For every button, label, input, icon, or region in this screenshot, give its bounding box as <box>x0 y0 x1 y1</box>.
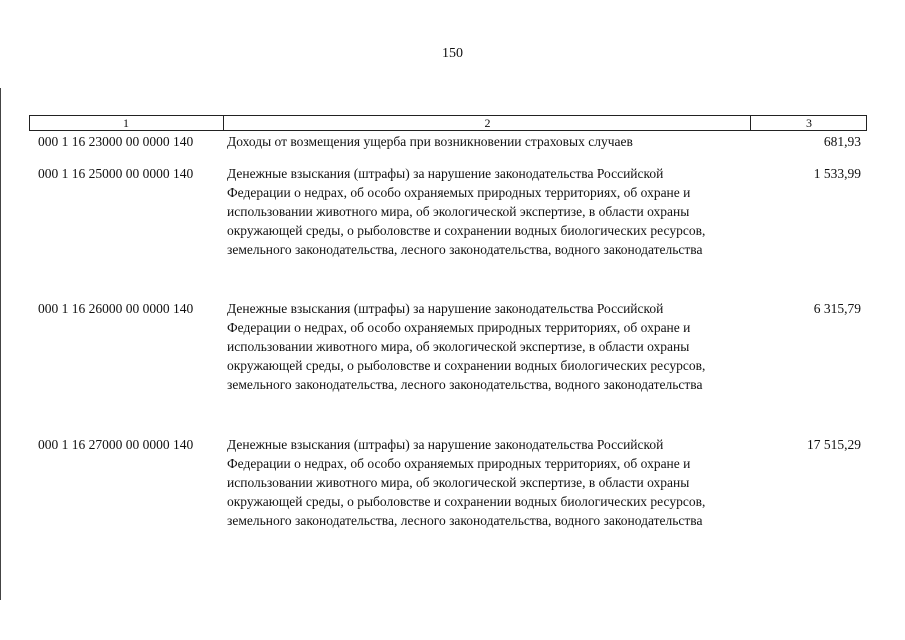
budget-code: 000 1 16 23000 00 0000 140 <box>38 134 194 149</box>
amount-value: 681,93 <box>823 134 861 149</box>
amount-value: 1 533,99 <box>813 166 861 181</box>
amount-value: 6 315,79 <box>813 301 861 316</box>
revenue-description: Денежные взыскания (штрафы) за нарушение законодательства Российской Федерации о недрах, об особо охраняемых природных территориях, об охране и использовании животного мира, об экологической экспертизе, в области охраны окружающей среды, о рыболовстве и сохранении водных биологических ресурсов, земельного законодательства, лесного законодательства, водного законодательства <box>227 301 706 392</box>
column-header-3: 3 <box>750 116 867 130</box>
page-edge-rule <box>0 88 1 600</box>
budget-code: 000 1 16 26000 00 0000 140 <box>38 301 194 316</box>
revenue-description: Доходы от возмещения ущерба при возникновении страховых случаев <box>227 134 633 149</box>
table-header <box>29 115 867 131</box>
column-header-2: 2 <box>223 116 751 130</box>
revenue-description: Денежные взыскания (штрафы) за нарушение законодательства Российской Федерации о недрах, об особо охраняемых природных территориях, об охране и использовании животного мира, об экологической экспертизе, в области охраны окружающей среды, о рыболовстве и сохранении водных биологических ресурсов, земельного законодательства, лесного законодательства, водного законодательства <box>227 166 706 257</box>
page-number: 150 <box>442 46 463 61</box>
amount-value: 17 515,29 <box>807 437 861 452</box>
column-header-1: 1 <box>123 116 129 130</box>
budget-code: 000 1 16 27000 00 0000 140 <box>38 437 194 452</box>
revenue-description: Денежные взыскания (штрафы) за нарушение законодательства Российской Федерации о недрах, об особо охраняемых природных территориях, об охране и использовании животного мира, об экологической экспертизе, в области охраны окружающей среды, о рыболовстве и сохранении водных биологических ресурсов, земельного законодательства, лесного законодательства, водного законодательства <box>227 437 706 528</box>
budget-code: 000 1 16 25000 00 0000 140 <box>38 166 194 181</box>
